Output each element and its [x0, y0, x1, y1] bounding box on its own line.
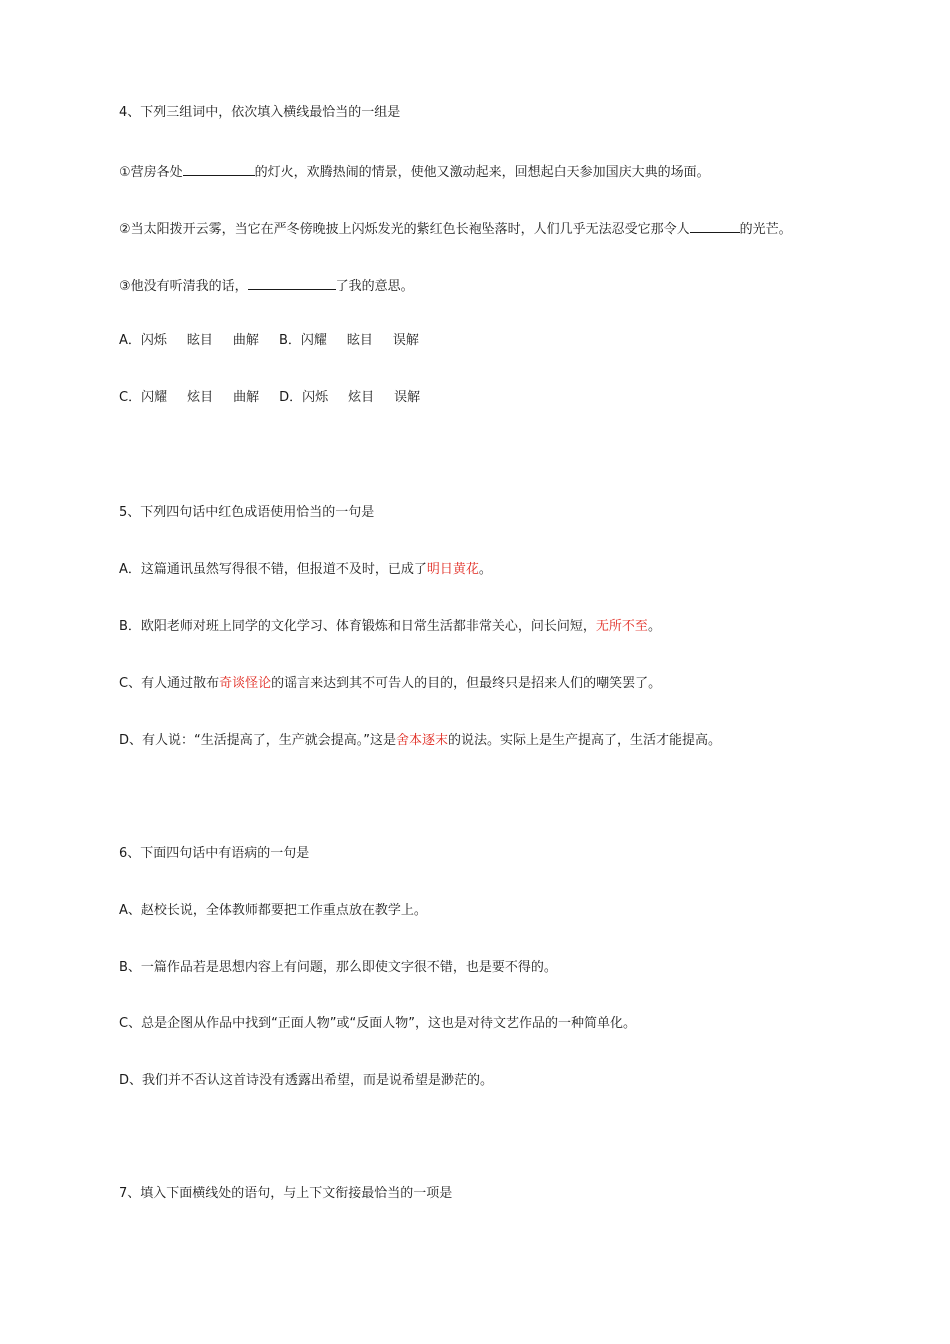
q4-s3-after: 了我的意思。 [335, 279, 414, 294]
q4-option-b: B．闪耀 [278, 333, 327, 348]
fill-blank-3 [248, 276, 336, 290]
q4-s1-after: 的灯火，欢腾热闹的情景，使他又激动起来，回想起白天参加国庆大典的场面。 [254, 165, 710, 180]
q4-option-a: A．闪烁 [119, 333, 167, 348]
q4-options-ab [119, 333, 419, 349]
q5-c-text: C、有人通过散布 [119, 676, 220, 691]
q4-option-b-word3: 误解 [392, 333, 419, 348]
q5-c-idiom: 奇谈怪论 [219, 676, 272, 691]
fill-blank-1 [183, 162, 255, 176]
q5-d-text: D、有人说：“生活提高了，生产就会提高。”这是 [119, 733, 396, 748]
q4-option-a-word2: 眩目 [186, 333, 213, 348]
q5-d-end: 的说法。实际上是生产提高了，生活才能提高。 [448, 733, 722, 748]
q4-sentence-2 [119, 219, 792, 238]
q5-a-idiom: 明日黄花 [426, 562, 479, 577]
q4-s3-before: ③他没有听清我的话， [119, 279, 248, 294]
q4-s2-before: ②当太阳拨开云雾，当它在严冬傍晚披上闪烁发光的紫红色长袍坠落时，人们几乎无法忍受它那令人 [119, 222, 690, 237]
q5-d-idiom: 舍本逐末 [395, 733, 448, 748]
q4-option-c-word3: 曲解 [233, 390, 260, 405]
q5-b-text: B．欧阳老师对班上同学的文化学习、体育锻炼和日常生活都非常关心，问长问短， [119, 619, 596, 634]
q4-sentence-1 [119, 162, 710, 181]
q5-b-end: 。 [647, 619, 661, 634]
q6-option-d: D、我们并不否认这首诗没有透露出希望，而是说希望是渺茫的。 [119, 1073, 494, 1088]
q5-option-d [119, 733, 721, 749]
q5-option-a [119, 562, 492, 578]
q4-option-d-word3: 误解 [394, 390, 421, 405]
q4-sentence-3 [119, 276, 414, 295]
fill-blank-2 [690, 219, 740, 233]
q4-option-c-word2: 炫目 [187, 390, 214, 405]
q4-options-cd [119, 390, 420, 406]
q5-c-end: 的谣言来达到其不可告人的目的，但最终只是招来人们的嘲笑罢了。 [271, 676, 662, 691]
q6-stem: 6、下面四句话中有语病的一句是 [119, 846, 310, 861]
q5-option-c [119, 676, 661, 692]
q4-s2-after: 的光芒。 [739, 222, 792, 237]
q6-option-b: B、一篇作品若是思想内容上有问题，那么即使文字很不错，也是要不得的。 [119, 960, 557, 975]
q5-a-end: 。 [478, 562, 492, 577]
q7-stem: 7、填入下面横线处的语句，与上下文衔接最恰当的一项是 [119, 1186, 453, 1201]
q4-option-b-word2: 眩目 [346, 333, 373, 348]
q5-option-b [119, 619, 661, 635]
q5-b-idiom: 无所不至 [595, 619, 648, 634]
q4-stem: 4、下列三组词中，依次填入横线最恰当的一组是 [119, 105, 401, 120]
q6-option-c: C、总是企图从作品中找到“正面人物”或“反面人物”，这也是对待文艺作品的一种简单化。 [119, 1016, 637, 1031]
q4-option-d-word2: 炫目 [348, 390, 375, 405]
q5-a-text: A．这篇通讯虽然写得很不错，但报道不及时，已成了 [119, 562, 427, 577]
q4-option-a-word3: 曲解 [232, 333, 259, 348]
q4-option-d: D．闪烁 [279, 390, 329, 405]
q4-option-c: C．闪耀 [119, 390, 168, 405]
q4-s1-before: ①营房各处 [119, 165, 183, 180]
q6-option-a: A、赵校长说，全体教师都要把工作重点放在教学上。 [119, 903, 427, 918]
q5-stem: 5、下列四句话中红色成语使用恰当的一句是 [119, 505, 375, 520]
